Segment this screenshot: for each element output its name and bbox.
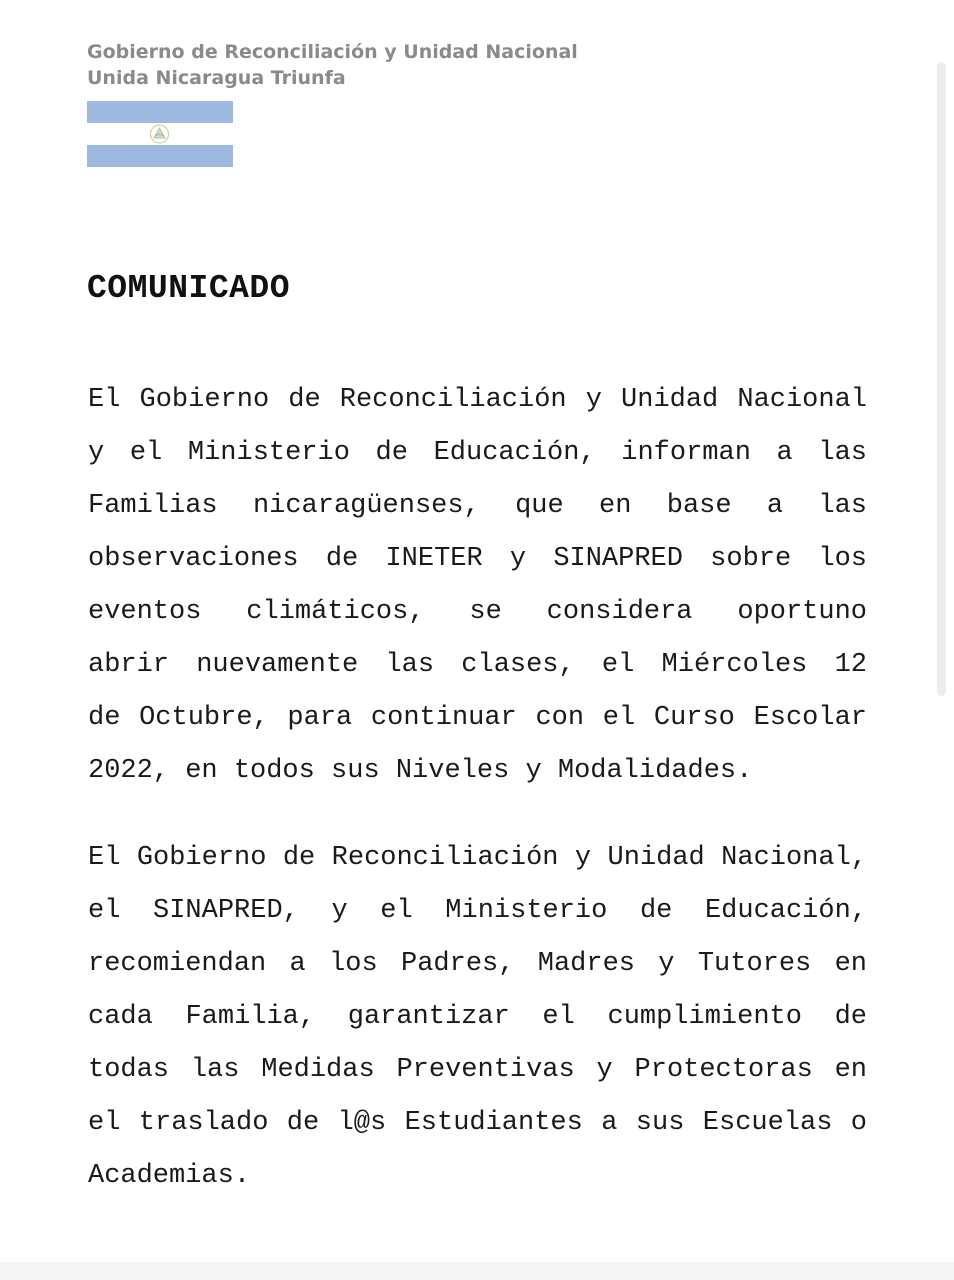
paragraph-line: abrir nuevamente las clases, el Miércoles 12 — [88, 650, 867, 680]
paragraph-line: Academias. — [88, 1161, 251, 1191]
paragraph-line: El Gobierno de Reconciliación y Unidad Nacional, — [88, 843, 867, 873]
paragraph-line: cada Familia, garantizar el cumplimiento de — [88, 1002, 867, 1032]
flag-bottom-stripe — [87, 145, 233, 167]
paragraph-line: el traslado de l@s Estudiantes a sus Escuelas o — [88, 1108, 867, 1138]
paragraph-line: 2022, en todos sus Niveles y Modalidades. — [88, 756, 753, 786]
paragraph-line: recomiendan a los Padres, Madres y Tutores en — [88, 949, 867, 979]
document-title: COMUNICADO — [87, 270, 291, 307]
paragraph-2 — [88, 832, 867, 1203]
header-slogan: Unida Nicaragua Triunfa — [87, 67, 346, 89]
nicaragua-flag-icon — [87, 101, 233, 167]
paragraph-line: Familias nicaragüenses, que en base a las — [88, 491, 867, 521]
paragraph-line: el SINAPRED, y el Ministerio de Educación, — [88, 896, 867, 926]
flag-top-stripe — [87, 101, 233, 123]
header-government-name: Gobierno de Reconciliación y Unidad Nacional — [87, 41, 578, 63]
bottom-edge — [0, 1262, 954, 1280]
paragraph-line: observaciones de INETER y SINAPRED sobre los — [88, 544, 867, 574]
coat-of-arms-icon — [147, 123, 172, 145]
paragraph-line: eventos climáticos, se considera oportuno — [88, 597, 867, 627]
paragraph-1 — [88, 374, 867, 798]
vertical-scrollbar[interactable] — [937, 62, 946, 696]
paragraph-line: de Octubre, para continuar con el Curso Escolar — [88, 703, 867, 733]
paragraph-line: El Gobierno de Reconciliación y Unidad Nacional — [88, 385, 867, 415]
paragraph-line: y el Ministerio de Educación, informan a las — [88, 438, 867, 468]
paragraph-line: todas las Medidas Preventivas y Protectoras en — [88, 1055, 867, 1085]
